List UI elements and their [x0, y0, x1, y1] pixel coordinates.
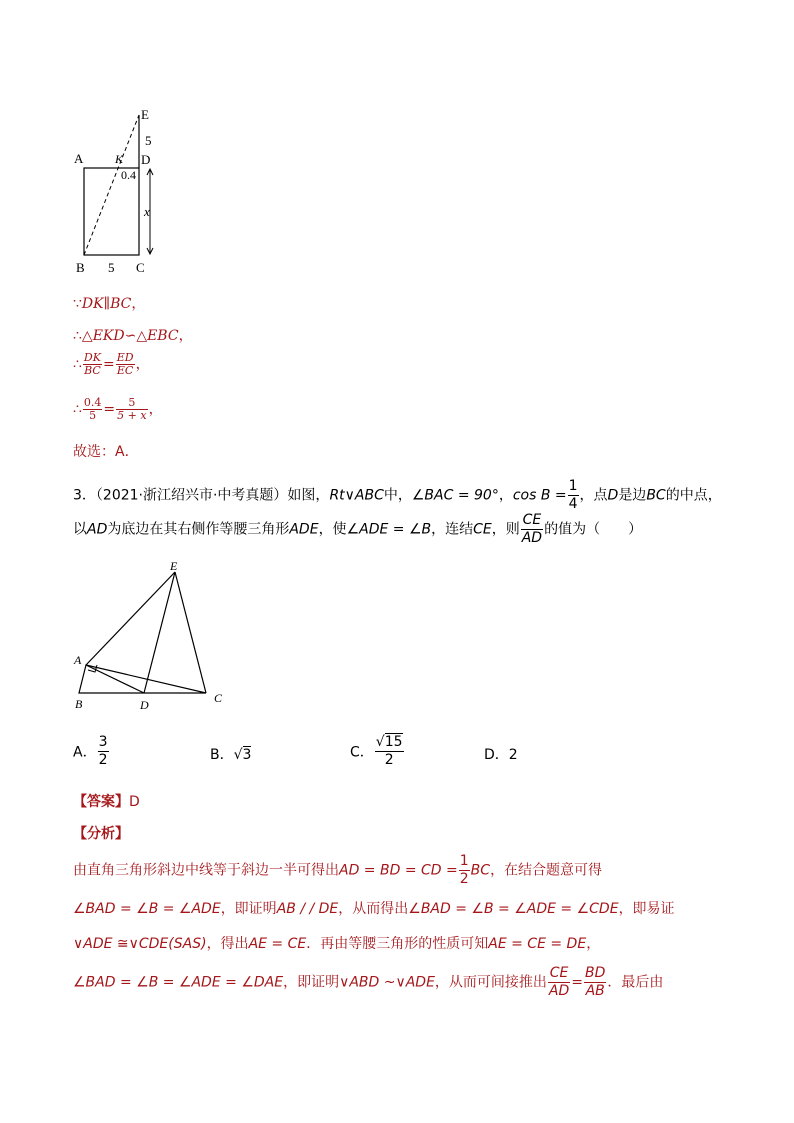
analysis-text: ．再由等腰三角形的性质可知 [306, 936, 489, 952]
because-symbol: ∵ [73, 296, 82, 312]
therefore-symbol: ∴ [73, 401, 82, 418]
analysis-math: ∠BAD = ∠B = ∠ADE = ∠CDE [408, 901, 619, 917]
q3-side-bc: BC [646, 487, 666, 504]
sqrt-icon: √ [233, 747, 243, 763]
q3-cos: cos B = [512, 487, 567, 504]
q3-angle-eq: ∠ADE = ∠B [346, 521, 432, 538]
answer-value: D [129, 794, 140, 810]
label-a: A [74, 151, 84, 166]
fraction-dk-bc: $\frac{DK}{BC}$ [83, 351, 101, 377]
analysis-text: ，在结合题意可得 [490, 862, 603, 879]
comma: ， [148, 401, 163, 418]
analysis-math: AE = CE [248, 936, 307, 952]
q3-intro: 3．（2021·浙江绍兴市·中考真题）如图， [73, 487, 330, 504]
analysis-line-1 [73, 853, 602, 888]
analysis-text: 由直角三角形斜边中线等于斜边一半可得出 [73, 862, 339, 879]
q3-text: 的值为（ ） [544, 521, 643, 538]
fraction-0.4-5: $\frac{0.4}{5}$ [83, 396, 102, 422]
label-5-top: 5 [145, 133, 152, 148]
comma: ， [178, 328, 193, 344]
comma: ， [135, 356, 150, 373]
analysis-text: ，即易证 [618, 901, 675, 917]
q3-text: ，点 [579, 487, 608, 504]
analysis-fraction-ce-ad: $\frac{CE}{AD}$ [548, 965, 570, 999]
label-5-bottom: 5 [108, 260, 115, 275]
analysis-text: ， [586, 936, 601, 952]
q3-comma: ， [498, 487, 513, 504]
q3-text: 以 [73, 521, 87, 538]
answer-tag: 【答案】 [73, 794, 129, 810]
analysis-math: AD = BD = CD = [339, 862, 458, 879]
label-0.4: 0.4 [121, 168, 136, 182]
fraction-ed-ec: $\frac{ED}{EC}$ [116, 351, 134, 377]
analysis-text: ，即证明 [220, 901, 277, 917]
option-d-label: D． [484, 747, 509, 763]
therefore-symbol: ∴ [73, 356, 82, 373]
label-k: K [115, 152, 124, 166]
option-a-value: $\frac{3}{2}$ [98, 734, 108, 768]
figure-triangle-diagram [70, 558, 240, 713]
equals: = [571, 974, 584, 991]
q3-text: 中， [383, 487, 412, 504]
solution-line-3 [73, 352, 150, 377]
segment-ed [144, 572, 175, 693]
analysis-line-4 [73, 965, 663, 1000]
q3-fraction-1-4: $\frac{1}{4}$ [568, 478, 578, 512]
analysis-math: AB / / DE [276, 901, 339, 917]
analysis-math: ∨ADE ≅∨CDE(SAS) [73, 936, 207, 952]
solution-line-2 [73, 325, 193, 345]
analysis-math: ∠BAD = ∠B = ∠ADE [73, 901, 221, 917]
q3-triangle: Rt∨ABC [329, 487, 384, 504]
question-3-line-1 [73, 478, 722, 513]
solution-line-4 [73, 397, 163, 422]
q3-text: 的中点， [665, 487, 722, 504]
analysis-text: ，即证明 [283, 974, 340, 991]
solution-line-1 [73, 293, 145, 313]
option-c-value: $\frac{√15}{2}$ [375, 734, 403, 768]
label-d: D [141, 152, 151, 167]
parallel-statement: DK∥BC [81, 296, 132, 312]
equals: = [103, 401, 116, 418]
analysis-text: ．最后由 [607, 974, 664, 991]
therefore-symbol: ∴ [73, 328, 82, 344]
option-b-label: B． [210, 747, 234, 763]
q3-text: ，则 [491, 521, 520, 538]
analysis-fraction-bd-ab: $\frac{BD}{AB}$ [585, 965, 606, 999]
option-b[interactable] [210, 744, 251, 764]
analysis-text: ，从而可间接推出 [434, 974, 547, 991]
analysis-math: AE = CE = DE [488, 936, 587, 952]
option-a[interactable] [73, 734, 110, 769]
q3-text: 为底边在其右侧作等腰三角形 [107, 521, 290, 538]
answer-section [73, 791, 140, 811]
equals: = [102, 356, 115, 373]
label-x: x [144, 204, 150, 219]
fraction-5-5x: $\frac{5}{5 + x}$ [117, 396, 147, 422]
label-d: D [140, 698, 149, 712]
analysis-line-3 [73, 933, 600, 953]
label-b: B [75, 697, 83, 711]
option-d[interactable] [484, 744, 518, 764]
answer-line: 故选：A． [73, 444, 139, 460]
option-c-label: C． [350, 744, 374, 761]
q3-point-d: D [607, 487, 619, 504]
label-c: C [136, 260, 145, 275]
label-b: B [76, 260, 85, 275]
sqrt-icon: √ [375, 734, 385, 750]
analysis-text: ，从而得出 [338, 901, 409, 917]
q3-ad: AD [87, 521, 108, 538]
option-c[interactable] [350, 734, 405, 769]
q3-ade: ADE [289, 521, 319, 538]
label-a: A [74, 653, 82, 667]
analysis-line-2 [73, 898, 675, 918]
label-e: E [141, 107, 149, 122]
option-b-value: 3 [242, 747, 252, 763]
analysis-text: ，得出 [206, 936, 249, 952]
segment-ec [175, 572, 206, 693]
q3-angle: ∠BAC = 90° [411, 487, 499, 504]
q3-text: ，使 [318, 521, 347, 538]
question-3-line-2 [73, 512, 642, 547]
analysis-tag: 【分析】 [73, 826, 129, 842]
triangle-abc [79, 665, 206, 693]
q3-fraction-ce-ad: $\frac{CE}{AD}$ [521, 512, 543, 546]
analysis-math: ∠BAD = ∠B = ∠ADE = ∠DAE [73, 974, 284, 991]
similar-statement: △EKD∽△EBC [81, 328, 179, 344]
q3-text: ，连结 [431, 521, 474, 538]
dashed-line-be [84, 115, 139, 255]
comma: ， [131, 296, 146, 312]
q3-text: 是边 [618, 487, 647, 504]
analysis-math: ∨ABD ~∨ADE [339, 974, 435, 991]
option-d-value: 2 [508, 747, 518, 763]
option-a-label: A． [73, 744, 97, 761]
analysis-math: BC [470, 862, 491, 879]
segment-ae [86, 572, 175, 665]
segment-ad [86, 665, 144, 693]
label-c: C [214, 691, 223, 705]
analysis-fraction-half: $\frac{1}{2}$ [459, 853, 469, 887]
q3-ce: CE [473, 521, 492, 538]
label-e: E [170, 559, 178, 573]
figure-rectangle-diagram [70, 105, 180, 275]
